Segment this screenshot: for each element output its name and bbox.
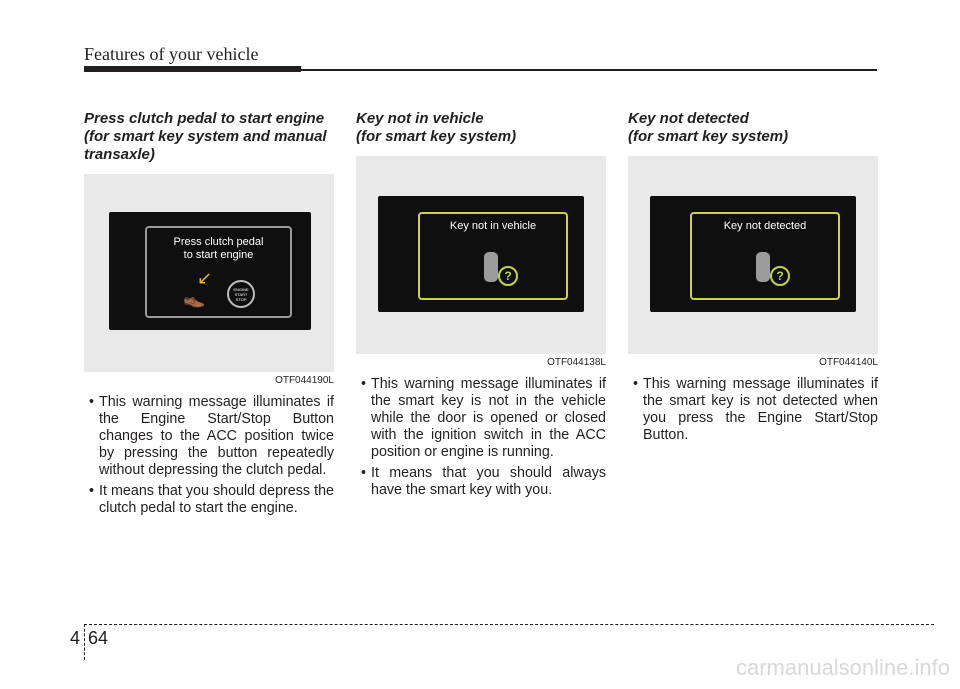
- message-line: to start engine: [183, 249, 254, 261]
- bullet-item: • This warning message illuminates if the smart key is not detected when you press the Engine Start/Stop Button.: [628, 376, 878, 444]
- figure-code: OTF044190L: [275, 375, 334, 386]
- button-text: ENGINE: [233, 286, 249, 292]
- column-key-not-detected: [628, 110, 878, 448]
- button-text: START: [234, 291, 248, 297]
- cluster-screen: [109, 212, 311, 330]
- smart-key-icon: [756, 252, 770, 282]
- message-line: Key not detected: [723, 220, 807, 232]
- watermark: carmanualsonline.info: [735, 655, 950, 680]
- heading-line: Key not in vehicle: [356, 110, 484, 127]
- header-rule-thin: [301, 69, 877, 71]
- bullet-list: [84, 394, 334, 517]
- section-heading: [356, 110, 606, 146]
- page-number: 64: [88, 628, 109, 648]
- section-heading: [84, 110, 334, 164]
- section-number: 4: [70, 628, 81, 648]
- clutch-pedal-icon: 👞: [183, 288, 206, 308]
- header-title: Features of your vehicle: [84, 44, 259, 64]
- warning-message-box: [145, 226, 292, 318]
- cluster-figure: [628, 156, 878, 368]
- message-line: Press clutch pedal: [173, 236, 264, 248]
- bullet-item: • This warning message illuminates if the Engine Start/Stop Button changes to the ACC position twice by pressing the button repeatedly without depressing the clutch pedal.: [84, 394, 334, 479]
- cluster-figure: [356, 156, 606, 368]
- engine-start-stop-icon: [227, 280, 255, 308]
- question-icon: ?: [498, 266, 518, 286]
- heading-line: Key not detected: [628, 110, 749, 127]
- message-line: Key not in vehicle: [449, 220, 537, 232]
- footer-separator: [84, 624, 85, 660]
- heading-line: (for smart key system): [356, 128, 517, 145]
- warning-message-box: [690, 212, 840, 300]
- warning-message-box: [418, 212, 568, 300]
- smart-key-icon: [484, 252, 498, 282]
- column-key-not-in-vehicle: [356, 110, 606, 503]
- heading-line: (for smart key system): [628, 128, 789, 145]
- header-rule-thick: [84, 66, 301, 72]
- heading-line: (for smart key system and manual: [84, 128, 327, 145]
- column-clutch-pedal: [84, 110, 334, 521]
- bullet-list: [356, 376, 606, 499]
- heading-line: Press clutch pedal to start engine: [84, 110, 325, 127]
- bullet-list: [628, 376, 878, 444]
- section-heading: [628, 110, 878, 146]
- footer-rule: [84, 624, 934, 625]
- cluster-figure: [84, 174, 334, 386]
- heading-line: transaxle): [84, 146, 155, 163]
- button-text: STOP: [235, 296, 247, 302]
- bullet-item: • This warning message illuminates if the smart key is not in the vehicle while the door is opened or closed with the ignition switch in the ACC position or engine is running.: [356, 376, 606, 461]
- cluster-screen: [650, 196, 856, 312]
- figure-code: OTF044138L: [547, 357, 606, 368]
- question-icon: ?: [770, 266, 790, 286]
- arrow-icon: ↙: [197, 268, 213, 288]
- warning-message-text: [692, 220, 838, 233]
- bullet-item: • It means that you should always have the smart key with you.: [356, 465, 606, 499]
- warning-message-text: [147, 236, 290, 262]
- cluster-screen: [378, 196, 584, 312]
- bullet-item: • It means that you should depress the clutch pedal to start the engine.: [84, 483, 334, 517]
- warning-message-text: [420, 220, 566, 233]
- figure-code: OTF044140L: [819, 357, 878, 368]
